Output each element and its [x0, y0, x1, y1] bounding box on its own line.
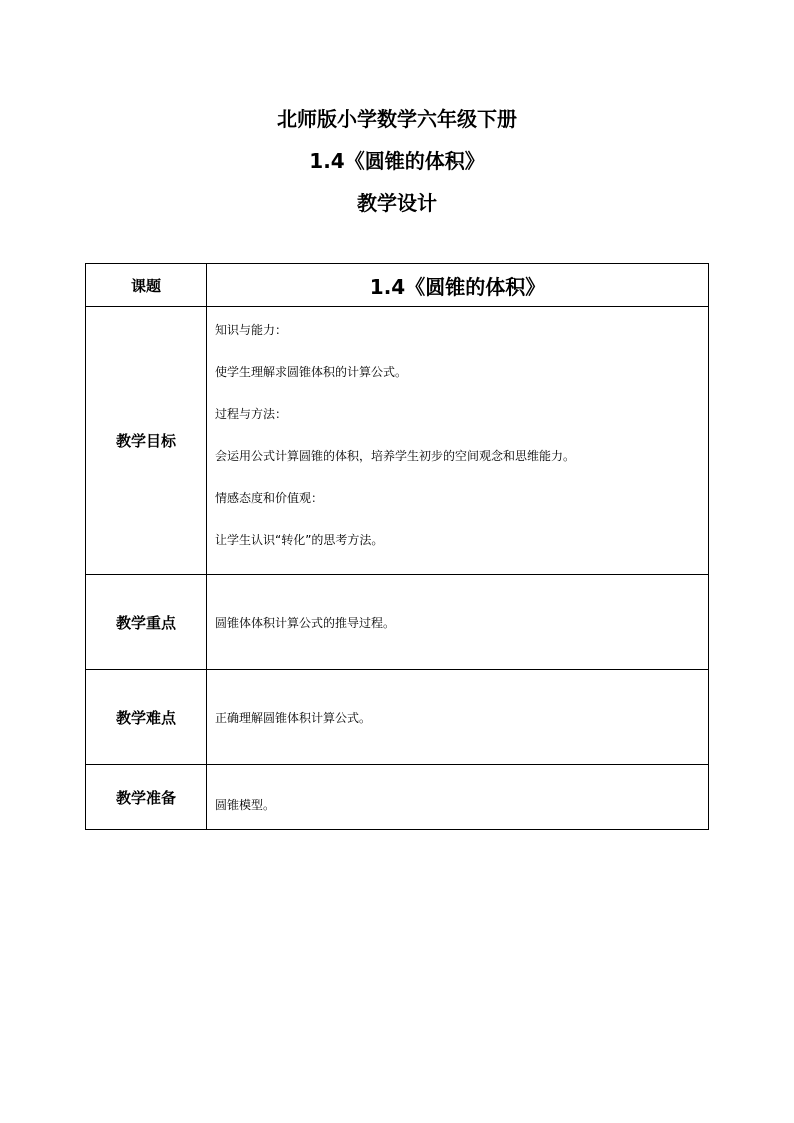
title-design: 教学设计: [357, 191, 437, 215]
objective-text-knowledge: 使学生理解求圆锥体积的计算公式。: [215, 365, 408, 379]
topic-label: 课题: [86, 264, 207, 307]
objective-text-attitude: 让学生认识“转化”的思考方法。: [215, 533, 384, 547]
lesson-plan-table: [85, 263, 709, 830]
objectives-cell: [207, 307, 709, 575]
preparation-value: 圆锥模型。: [215, 798, 276, 812]
title-lesson: 1.4《圆锥的体积》: [309, 149, 485, 173]
objectives-list: [215, 307, 708, 574]
table-row-preparation: [86, 765, 709, 830]
title-textbook: 北师版小学数学六年级下册: [277, 107, 517, 131]
objective-heading-attitude: 情感态度和价值观：: [215, 491, 324, 505]
key-points-label: 教学重点: [86, 575, 207, 670]
table-row-objectives: [86, 307, 709, 575]
topic-value: 1.4《圆锥的体积》: [207, 264, 709, 307]
difficulties-value: 正确理解圆锥体积计算公式。: [207, 670, 709, 765]
objectives-label: 教学目标: [86, 307, 207, 575]
table-row-difficulties: [86, 670, 709, 765]
table-row-key-points: [86, 575, 709, 670]
preparation-label: 教学准备: [86, 765, 207, 830]
objective-text-process: 会运用公式计算圆锥的体积，培养学生初步的空间观念和思维能力。: [215, 449, 576, 463]
preparation-cell: [207, 765, 709, 830]
objective-heading-knowledge: 知识与能力：: [215, 323, 288, 337]
key-points-value: 圆锥体体积计算公式的推导过程。: [207, 575, 709, 670]
table-row-topic: [86, 264, 709, 307]
objective-heading-process: 过程与方法：: [215, 407, 288, 421]
difficulties-label: 教学难点: [86, 670, 207, 765]
